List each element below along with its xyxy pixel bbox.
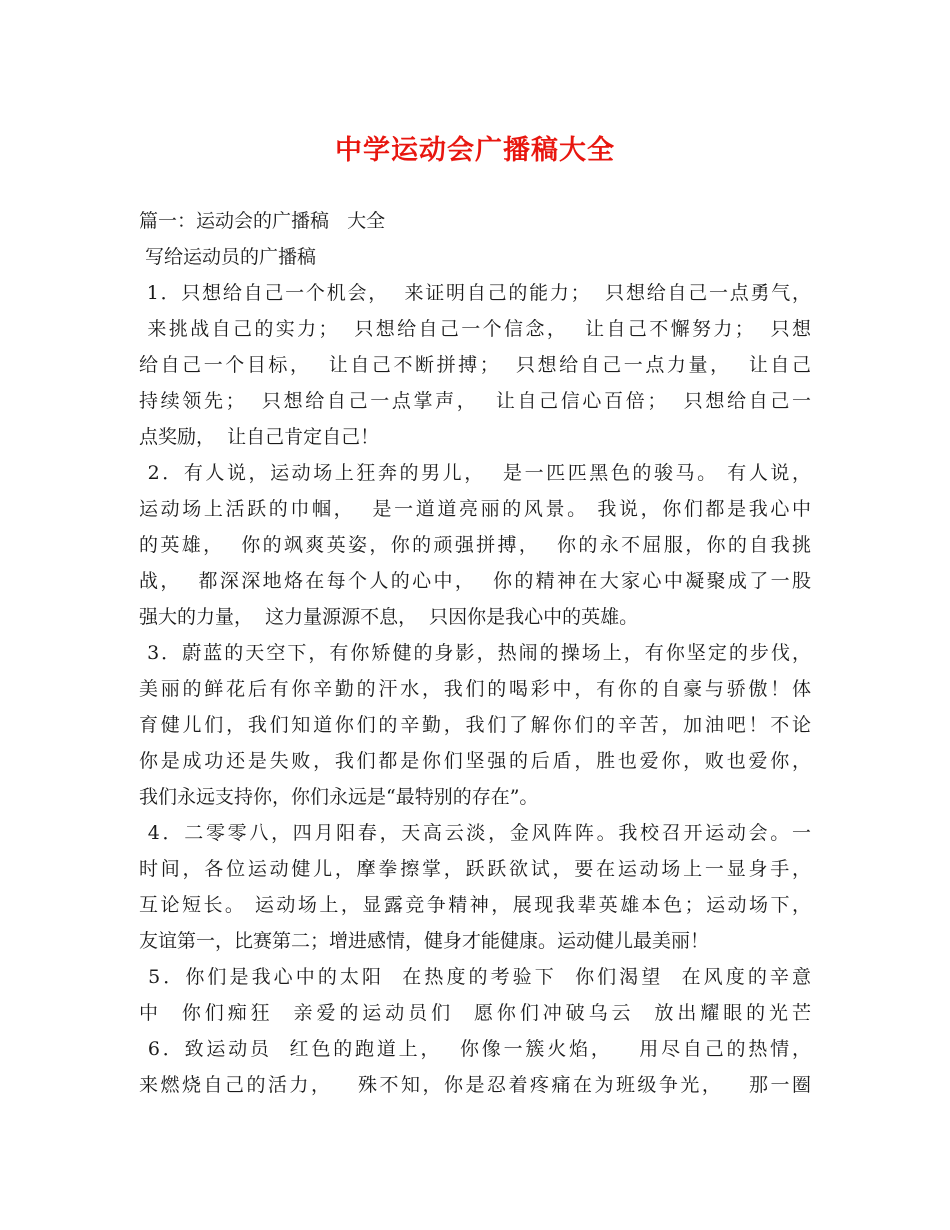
text-line: 6．致运动员 红色的跑道上， 你像一簇火焰， 用尽自己的热情， xyxy=(139,1038,811,1060)
text-line: 你是成功还是失败，我们都是你们坚强的后盾，胜也爱你，败也爱你， xyxy=(139,750,811,772)
text-line: 2．有人说，运动场上狂奔的男儿， 是一匹匹黑色的骏马。 有人说， xyxy=(139,462,811,484)
text-line: 5．你们是我心中的太阳 在热度的考验下 你们渴望 在风度的辛意 xyxy=(139,966,811,988)
text-line: 篇一：运动会的广播稿 大全 xyxy=(139,210,386,232)
document-title: 中学运动会广播稿大全 xyxy=(335,135,615,166)
text-line: 运动场上活跃的巾帼， 是一道道亮丽的风景。 我说，你们都是我心中 xyxy=(139,498,811,520)
text-line: 友谊第一，比赛第二；增进感情，健身才能健康。运动健儿最美丽！ xyxy=(139,930,710,952)
text-line: 育健儿们，我们知道你们的辛勤，我们了解你们的辛苦，加油吧！不论 xyxy=(139,714,811,736)
text-line: 点奖励， 让自己肯定自己！ xyxy=(139,426,380,448)
text-line: 来挑战自己的实力； 只想给自己一个信念， 让自己不懈努力； 只想 xyxy=(139,318,811,340)
document-body xyxy=(139,203,811,1103)
text-line: 3．蔚蓝的天空下，有你矫健的身影，热闹的操场上，有你坚定的步伐， xyxy=(139,642,811,664)
text-line: 中 你们痴狂 亲爱的运动员们 愿你们冲破乌云 放出耀眼的光芒 xyxy=(139,1002,811,1024)
text-line: 给自己一个目标， 让自己不断拼搏； 只想给自己一点力量， 让自己 xyxy=(139,354,811,376)
text-line: 时间，各位运动健儿，摩拳擦掌，跃跃欲试，要在运动场上一显身手， xyxy=(139,858,811,880)
text-line: 强大的力量， 这力量源源不息， 只因你是我心中的英雄。 xyxy=(139,606,639,628)
text-line: 1．只想给自己一个机会， 来证明自己的能力； 只想给自己一点勇气， xyxy=(139,282,811,304)
text-line: 美丽的鲜花后有你辛勤的汗水，我们的喝彩中，有你的自豪与骄傲！体 xyxy=(139,678,811,700)
text-line: 的英雄， 你的飒爽英姿，你的顽强拼搏， 你的永不屈服，你的自我挑 xyxy=(139,534,811,556)
text-line: 互论短长。 运动场上，显露竞争精神，展现我辈英雄本色；运动场下， xyxy=(139,894,811,916)
text-line: 持续领先； 只想给自己一点掌声， 让自己信心百倍； 只想给自己一 xyxy=(139,390,811,412)
text-line: 战， 都深深地烙在每个人的心中， 你的精神在大家心中凝聚成了一股 xyxy=(139,570,811,592)
text-line: 来燃烧自己的活力， 殊不知，你是忍着疼痛在为班级争光， 那一圈 xyxy=(139,1074,811,1096)
text-line: 写给运动员的广播稿 xyxy=(139,246,317,268)
text-line: 4．二零零八，四月阳春，天高云淡，金风阵阵。我校召开运动会。一 xyxy=(139,822,811,844)
text-line: 我们永远支持你，你们永远是“最特别的存在”。 xyxy=(139,786,539,808)
